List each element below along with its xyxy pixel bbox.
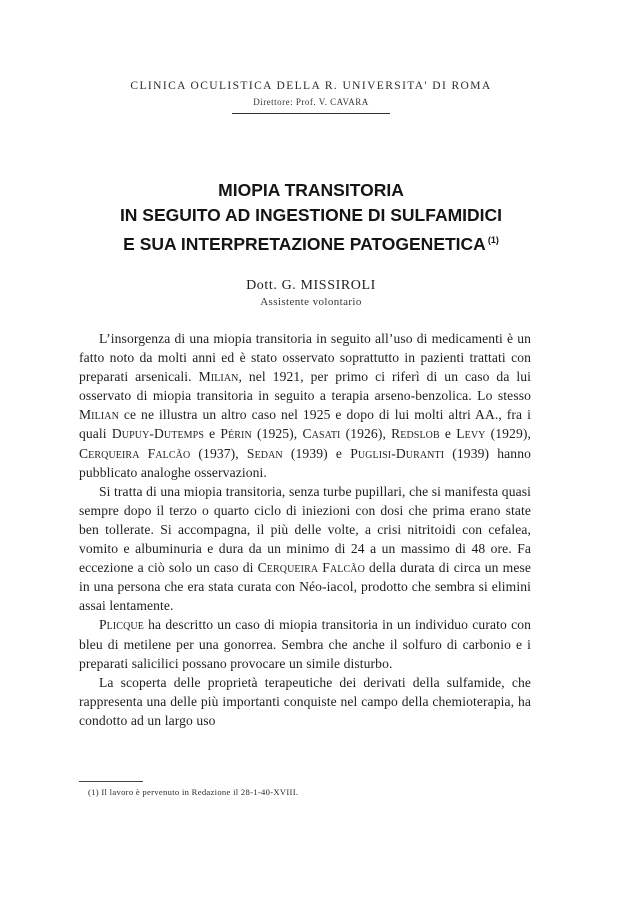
author-ref-casati: Casati <box>302 426 341 442</box>
p1-text-7: e <box>439 426 457 442</box>
p1-text-9: (1937), <box>190 445 247 461</box>
p1-text-10: (1939) e <box>282 445 351 461</box>
footnote: (1) Il lavoro è pervenuto in Redazione il 28-1-40-XVIII. <box>88 787 299 797</box>
author-ref-puglisi-duranti: Puglisi-Duranti <box>350 445 445 461</box>
title-line-2: IN SEGUITO AD INGESTIONE DI SULFAMIDICI <box>119 205 503 225</box>
institution-header: CLINICA OCULISTICA DELLA R. UNIVERSITA' DI ROMA <box>130 80 492 92</box>
author-ref-levy: Levy <box>456 426 486 442</box>
p1-text-2: , nel 1921, per primo ci riferì di un caso da lui osservato di miopia transitoria in seguito a terapia arseno-benzolica. Lo stesso <box>79 369 532 404</box>
p1-text-11: (1939) hanno pubblicato analoghe osservazioni. <box>79 445 531 480</box>
p4-text-1: La scoperta delle proprietà terapeutiche dei derivati della sulfamide, che rappresenta una delle più importanti conquiste nel campo della chemioterapia, ha condotto ad un largo uso <box>79 674 531 728</box>
author-role: Assistente volontario <box>260 296 362 308</box>
author-ref-dupuy-dutemps: Dupuy-Dutemps <box>111 426 204 442</box>
title-line-3-text: E SUA INTERPRETAZIONE PATOGENETICA <box>123 234 486 254</box>
director-line: Direttore: Prof. V. CAVARA <box>253 97 369 107</box>
author-ref-cerqueira-falcao: Cerqueira Falcão <box>79 445 191 461</box>
paragraph-3 <box>79 615 531 672</box>
article-body <box>79 329 531 730</box>
p1-text-1: L’insorgenza di una miopia transitoria in seguito all’uso di medicamenti è un fatto noto da molti anni ed è stato osservato soprattutto in pazienti trattati con preparati arsenicali. <box>79 331 531 385</box>
author-ref-cerqueira-falcao-2: Cerqueira Falcão <box>257 560 365 576</box>
author-ref-perin: Périn <box>220 426 252 442</box>
p1-text-4: e <box>203 426 221 442</box>
author-ref-redslob: Redslob <box>391 426 440 442</box>
author-ref-milian-2: Milian <box>79 407 119 423</box>
paragraph-1 <box>79 329 531 482</box>
title-line-3 <box>0 228 622 257</box>
author-ref-sedan: Sedan <box>246 445 283 461</box>
p1-text-3: ce ne illustra un altro caso nel 1925 e dopo di lui molti altri AA., fra i quali <box>79 407 531 442</box>
paragraph-4 <box>79 673 531 730</box>
header-divider <box>232 113 390 114</box>
author-ref-milian: Milian <box>198 369 239 385</box>
title-footnote-mark: (1) <box>487 235 499 245</box>
p2-text-1: Si tratta di una miopia transitoria, senza turbe pupillari, che si manifesta quasi sempre dopo il terzo o quarto ciclo di iniezioni con dosi che prima erano state ben tollerate. Si accompagna, il più delle volte, a crisi nitritoidi con cefalea, vomito e albuminuria e dura da un minimo di 24 a un massimo di 48 ore. Fa eccezione a ciò solo un caso di <box>79 483 531 576</box>
article-title <box>0 178 622 257</box>
paragraph-2 <box>79 482 531 616</box>
p2-text-2: della durata di circa un mese in una persona che era stata curata con Néo-iacol, prodotto che sembra si elimini assai lentamente. <box>79 560 531 614</box>
footnote-divider <box>79 781 143 782</box>
author-name: Dott. G. MISSIROLI <box>246 278 376 293</box>
p1-text-5: (1925), <box>251 426 303 442</box>
p1-text-6: (1926), <box>340 426 392 442</box>
title-line-1: MIOPIA TRANSITORIA <box>218 180 404 200</box>
p1-text-8: (1929), <box>485 426 531 442</box>
author-ref-plicque: Plicque <box>99 617 144 633</box>
p3-text-1: ha descritto un caso di miopia transitoria in un individuo curato con bleu di metilene per una gonorrea. Sembra che anche il solfuro di carbonio e i preparati salicilici possano provocare un simile disturbo. <box>79 617 531 671</box>
